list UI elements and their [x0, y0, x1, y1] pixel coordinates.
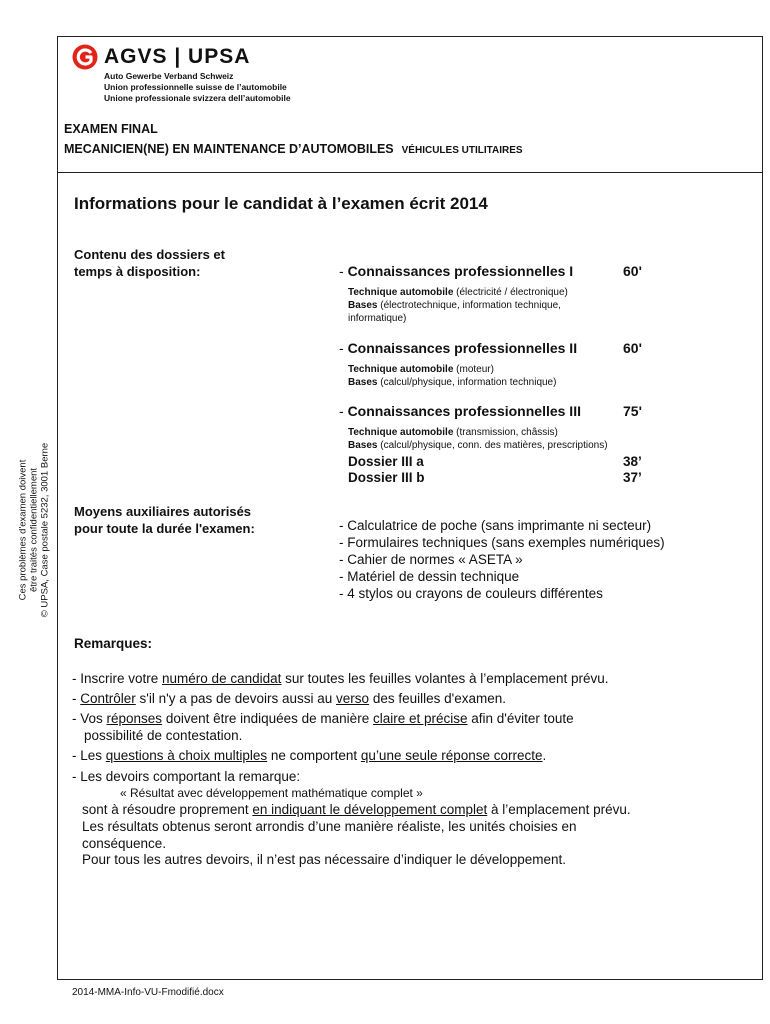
detail-rest: (électricité / électronique)	[453, 287, 568, 298]
remark-underlined: questions à choix multiples	[105, 748, 268, 763]
detail-bold: Bases	[348, 440, 378, 451]
bullet-dash: -	[339, 340, 348, 356]
remark-underlined: numéro de candidat	[162, 671, 282, 686]
agvs-logo-icon	[72, 44, 98, 70]
detail-rest: (calcul/physique, conn. des matières, prescriptions)	[377, 440, 608, 451]
section-minutes: 60'	[623, 263, 642, 279]
remark-quote: « Résultat avec développement mathématique complet »	[120, 786, 423, 800]
detail-bold: Technique automobile	[348, 364, 454, 375]
section-minutes: 75'	[623, 403, 642, 419]
exam-profession: MECANICIEN(NE) EN MAINTENANCE D’AUTOMOBILES	[64, 142, 394, 156]
aux-item: - Cahier de normes « ASETA »	[339, 552, 523, 567]
remark-text: ne comportent	[267, 748, 361, 763]
remark-item: - Les devoirs comportant la remarque:	[72, 769, 301, 784]
detail-rest: informatique)	[348, 313, 407, 324]
side-note-line: © UPSA, Case postale 5232, 3001 Berne	[39, 442, 51, 618]
detail-line	[348, 426, 608, 439]
side-note-line: être traités confidentiellement	[28, 467, 40, 593]
aux-label-line: Moyens auxiliaires autorisés	[74, 504, 252, 519]
exam-category: VÉHICULES UTILITAIRES	[401, 145, 523, 156]
detail-rest: (moteur)	[453, 364, 494, 375]
bullet-dash: -	[339, 263, 348, 279]
section-title	[339, 403, 581, 419]
dossier-name: Dossier III a	[348, 454, 424, 469]
remark-continuation: Les résultats obtenus seront arrondis d’une manière réaliste, les unités choisies en	[82, 819, 577, 834]
detail-bold: Technique automobile	[348, 287, 454, 298]
exam-subtitle	[64, 142, 523, 156]
section-name: Connaissances professionnelles III	[347, 403, 581, 419]
detail-line	[348, 363, 556, 376]
remark-text: des feuilles d'examen.	[369, 691, 506, 706]
content-label-line: temps à disposition:	[74, 264, 201, 279]
aux-label	[74, 503, 255, 537]
remark-underlined: réponses	[106, 711, 163, 726]
detail-bold: Bases	[348, 377, 378, 388]
detail-line	[348, 376, 556, 389]
org-name-it: Unione professionale svizzera dell’automobile	[104, 93, 291, 103]
logo-text: AGVS | UPSA	[104, 45, 251, 68]
section-title	[339, 340, 577, 356]
bullet-dash: -	[339, 403, 348, 419]
remark-underlined: Contrôler	[80, 691, 136, 706]
page-title: Informations pour le candidat à l’examen écrit 2014	[74, 194, 488, 213]
remarks-title: Remarques:	[74, 636, 153, 651]
detail-line	[348, 286, 568, 299]
remark-text: sont à résoudre proprement	[82, 802, 253, 817]
header-divider	[57, 172, 763, 173]
remark-underlined: en indiquant le développement complet	[252, 802, 488, 817]
section-name: Connaissances professionnelles II	[347, 340, 578, 356]
dossier-minutes: 38’	[623, 454, 642, 469]
remark-text: afin d'éviter toute	[467, 711, 574, 726]
remark-item	[72, 747, 546, 764]
remark-text: sur toutes les feuilles volantes à l’emplacement prévu.	[281, 671, 609, 686]
detail-bold: Technique automobile	[348, 427, 454, 438]
remark-text: - Vos	[72, 711, 107, 726]
detail-bold: Bases	[348, 300, 378, 311]
remark-item	[72, 670, 609, 687]
side-note-line: Ces problèmes d'examen doivent	[17, 459, 29, 601]
remark-item	[72, 690, 506, 707]
detail-line	[348, 312, 568, 325]
dossier-minutes: 37’	[623, 470, 642, 485]
footer-filename: 2014-MMA-Info-VU-Fmodifié.docx	[72, 987, 224, 998]
content-label	[74, 246, 225, 280]
remark-text: .	[542, 748, 547, 763]
remark-continuation: Pour tous les autres devoirs, il n’est pas nécessaire d’indiquer le développement.	[82, 852, 567, 867]
org-name-de: Auto Gewerbe Verband Schweiz	[104, 71, 234, 81]
section-detail	[348, 363, 556, 389]
aux-item: - 4 stylos ou crayons de couleurs différentes	[339, 586, 603, 601]
content-label-line: Contenu des dossiers et	[74, 247, 225, 262]
remark-text: -	[72, 691, 81, 706]
remark-text: s'il n'y a pas de devoirs aussi au	[135, 691, 337, 706]
remark-underlined: qu’une seule réponse correcte	[360, 748, 543, 763]
detail-line	[348, 439, 608, 452]
detail-rest: (calcul/physique, information technique)	[377, 377, 557, 388]
remark-underlined: verso	[336, 691, 370, 706]
remark-underlined: claire et précise	[372, 711, 468, 726]
remark-text: - Les	[72, 748, 106, 763]
exam-title: EXAMEN FINAL	[64, 122, 158, 136]
remark-continuation: conséquence.	[82, 836, 167, 851]
remark-continuation: possibilité de contestation.	[84, 728, 243, 743]
dossier-name: Dossier III b	[348, 470, 425, 485]
aux-label-line: pour toute la durée l'examen:	[74, 521, 255, 536]
section-minutes: 60'	[623, 340, 642, 356]
aux-item: - Calculatrice de poche (sans imprimante ni secteur)	[339, 518, 652, 533]
org-name-fr: Union professionnelle suisse de l’automobile	[104, 82, 287, 92]
aux-item: - Formulaires techniques (sans exemples numériques)	[339, 535, 665, 550]
section-detail	[348, 286, 568, 325]
section-detail	[348, 426, 608, 452]
remark-item	[72, 710, 574, 727]
remark-text: à l’emplacement prévu.	[487, 802, 631, 817]
remark-text: - Inscrire votre	[72, 671, 163, 686]
detail-line	[348, 299, 568, 312]
section-name: Connaissances professionnelles I	[347, 263, 574, 279]
remark-text: doivent être indiquées de manière	[162, 711, 373, 726]
section-title	[339, 263, 573, 279]
remark-continuation	[82, 801, 631, 818]
detail-rest: (électrotechnique, information technique,	[377, 300, 561, 311]
confidentiality-note	[18, 443, 51, 617]
aux-item: - Matériel de dessin technique	[339, 569, 520, 584]
detail-rest: (transmission, châssis)	[453, 427, 558, 438]
